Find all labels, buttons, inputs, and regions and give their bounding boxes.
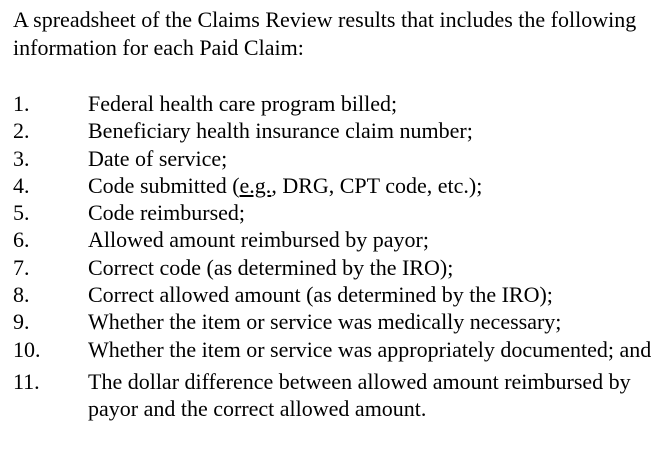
list-item — [13, 368, 663, 422]
list-item-number: 10. — [13, 336, 41, 362]
list-item-text: Correct allowed amount (as determined by the IRO); — [88, 282, 553, 308]
list-item-text: Correct code (as determined by the IRO); — [88, 254, 454, 280]
list-item-number: 6. — [13, 227, 30, 253]
list-item-text — [88, 172, 663, 199]
list-item-number: 1. — [13, 91, 30, 116]
list-item-text: Whether the item or service was appropriately documented; and — [88, 336, 652, 362]
list-item-text-after: , DRG, CPT code, etc.); — [271, 172, 483, 198]
list-item-number: 9. — [13, 309, 30, 335]
list-item-text: Beneficiary health insurance claim number; — [88, 118, 473, 144]
list-item-text: Date of service; — [88, 145, 228, 171]
list-item-number: 2. — [13, 118, 30, 144]
list-item-text-before: Code submitted ( — [88, 172, 240, 198]
list-item-number: 5. — [13, 200, 30, 226]
list-item-text: Code reimbursed; — [88, 200, 246, 226]
list-item-text: The dollar difference between allowed amount reimbursed by payor and the correct allowed amount. — [88, 368, 631, 421]
list-item-number: 11. — [13, 368, 40, 394]
list-item — [13, 308, 663, 335]
list-item — [13, 117, 663, 144]
eg-abbreviation: e.g. — [239, 172, 272, 198]
list-item — [13, 254, 663, 281]
list-item — [13, 172, 663, 199]
list-item — [13, 226, 663, 253]
list-item-number: 3. — [13, 145, 30, 171]
claims-info-list — [13, 90, 663, 422]
list-item-text: Federal health care program billed; — [88, 91, 398, 116]
list-item — [13, 90, 663, 117]
list-item-number: 8. — [13, 282, 30, 308]
list-item — [13, 281, 663, 308]
list-item-number: 4. — [13, 172, 30, 198]
list-item-text: Whether the item or service was medically necessary; — [88, 309, 562, 335]
intro-paragraph: A spreadsheet of the Claims Review results that includes the following information for each Paid Claim: — [13, 7, 637, 60]
list-item-number: 7. — [13, 254, 30, 280]
list-item — [13, 336, 663, 363]
list-item-text: Allowed amount reimbursed by payor; — [88, 227, 429, 253]
list-item — [13, 145, 663, 172]
list-item — [13, 199, 663, 226]
